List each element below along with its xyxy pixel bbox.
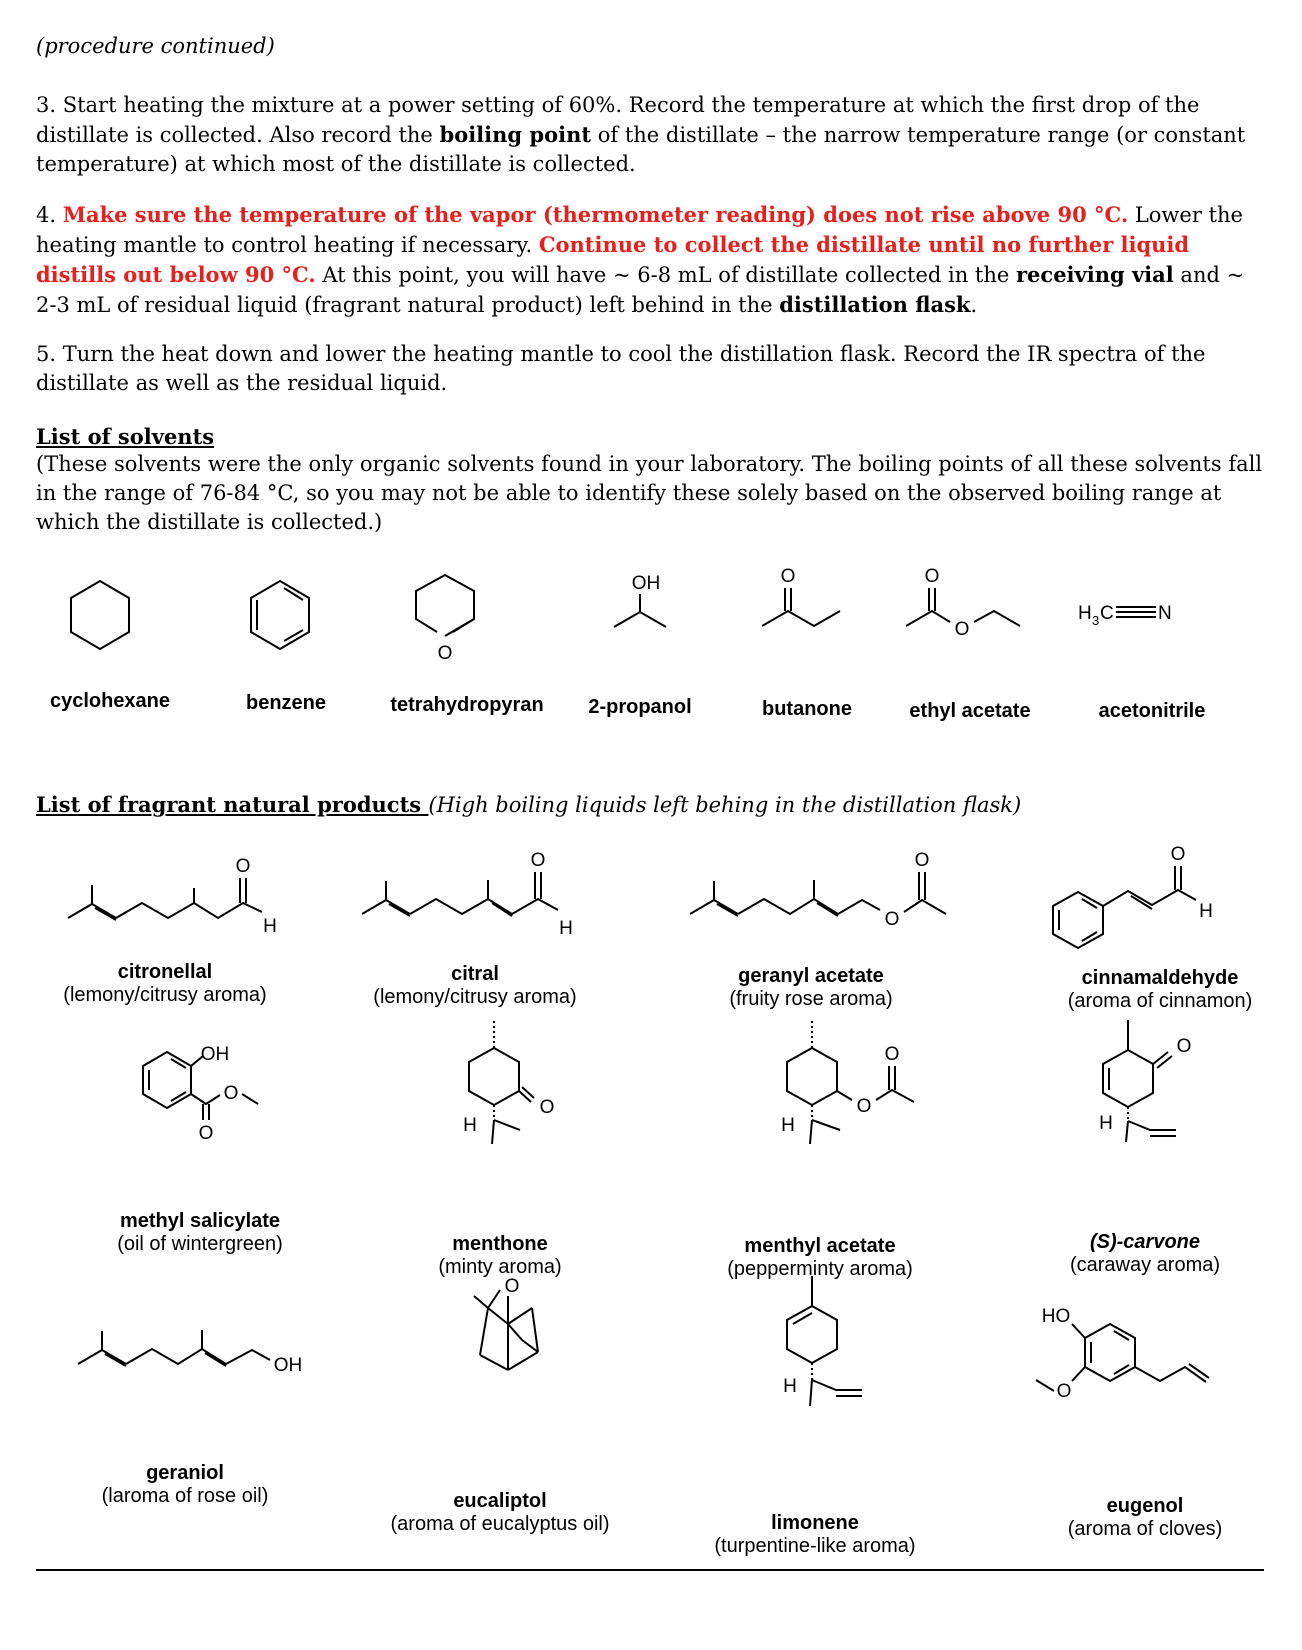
butanone-oxygen: O <box>780 566 796 587</box>
solvent-label-tetrahydropyran: tetrahydropyran <box>390 694 544 716</box>
solvents-note: (These solvents were the only organic solvents found in your laboratory. The boiling points of all these solvents fall in the range of 76-84 °C, so you may not be able to identify these solely based on the observed boiling range at which the distillate is collected.) <box>36 452 1263 534</box>
label-citral: citral (lemony/citrusy aroma) <box>373 963 577 1008</box>
tetrahydropyran-structure <box>416 575 474 664</box>
svg-text:O: O <box>856 1096 872 1117</box>
label-citronellal: citronellal (lemony/citrusy aroma) <box>63 961 267 1006</box>
step-4: 4. Make sure the temperature of the vapor (thermometer reading) does not rise above 90 °C. Lower the heating mantle to control heating if necessary. Continue to collect the distillate until no further liquid distills out below 90 °C. At this point, you will have ~ 6-8 mL of distillate collected in the receiving vial and ~ 2-3 mL of residual liquid (fragrant natural product) left behind in the distillation flask. <box>36 202 1245 317</box>
bottom-divider <box>36 1569 1264 1571</box>
fragrant-title: List of fragrant natural products (High boiling liquids left behing in the distillation flask) <box>36 792 1022 817</box>
label-menthone: menthone (minty aroma) <box>438 1233 562 1278</box>
acetonitrile-structure <box>1078 603 1172 628</box>
methyl-salicylate-structure <box>143 1044 258 1144</box>
svg-text:O: O <box>235 856 251 877</box>
butanone-structure <box>762 566 840 626</box>
label-s-carvone: (S)-carvone (caraway aroma) <box>1069 1231 1221 1276</box>
solvent-label-2-propanol: 2-propanol <box>588 696 692 718</box>
menthyl-acetate-structure <box>781 1018 914 1144</box>
svg-text:O: O <box>504 1276 520 1297</box>
label-eugenol: eugenol (aroma of cloves) <box>1067 1495 1223 1540</box>
ethyl-acetate-structure <box>906 566 1020 640</box>
cyclohexane-structure <box>71 581 129 649</box>
svg-text:OH: OH <box>273 1355 303 1376</box>
fragrant-structures <box>0 840 1302 1560</box>
solvent-label-acetonitrile: acetonitrile <box>1098 700 1206 722</box>
thp-oxygen: O <box>437 643 453 664</box>
label-geranyl-acetate: geranyl acetate (fruity rose aroma) <box>729 965 893 1010</box>
label-geraniol: geraniol (laroma of rose oil) <box>101 1462 269 1507</box>
solvent-label-cyclohexane: cyclohexane <box>49 690 171 712</box>
citral-structure <box>362 850 573 939</box>
svg-text:OH: OH <box>200 1044 230 1065</box>
acetonitrile-3: 3 <box>1092 613 1100 628</box>
eucaliptol-structure <box>474 1276 538 1370</box>
svg-text:H: H <box>463 1115 477 1136</box>
menthone-structure <box>463 1018 554 1144</box>
ethylacetate-carbonyl-o: O <box>924 566 940 587</box>
svg-text:O: O <box>884 1044 900 1065</box>
acetonitrile-h: H <box>1078 603 1092 624</box>
2-propanol-structure <box>614 573 666 627</box>
geranyl-acetate-structure <box>690 850 946 930</box>
svg-text:H: H <box>1099 1113 1113 1134</box>
solvent-label-benzene: benzene <box>245 692 327 714</box>
svg-text:H: H <box>1199 901 1213 922</box>
svg-text:O: O <box>1056 1381 1072 1402</box>
svg-text:O: O <box>914 850 930 871</box>
solvent-structures <box>0 560 1302 670</box>
citronellal-structure <box>68 856 277 937</box>
label-menthyl-acetate: menthyl acetate (pepperminty aroma) <box>727 1235 913 1280</box>
svg-text:O: O <box>1176 1036 1192 1057</box>
label-cinnamaldehyde: cinnamaldehyde (aroma of cinnamon) <box>1067 967 1253 1012</box>
geraniol-structure <box>78 1330 302 1376</box>
solvent-label-ethyl-acetate: ethyl acetate <box>909 700 1031 722</box>
propanol-oh: OH <box>631 573 661 594</box>
svg-text:O: O <box>1170 844 1186 865</box>
cinnamaldehyde-structure <box>1053 844 1213 948</box>
svg-text:H: H <box>783 1376 797 1397</box>
svg-text:O: O <box>539 1097 555 1118</box>
eugenol-structure <box>1036 1306 1209 1402</box>
step-3: 3. Start heating the mixture at a power setting of 60%. Record the temperature at which the first drop of the distillate is collected. Also record the boiling point of the distillate – the narrow temperature range (or constant temperature) at which most of the distillate is collected. <box>36 93 1246 176</box>
svg-text:H: H <box>781 1115 795 1136</box>
svg-text:HO: HO <box>1041 1306 1071 1327</box>
label-eucaliptol: eucaliptol (aroma of eucalyptus oil) <box>390 1490 610 1535</box>
label-limonene: limonene (turpentine-like aroma) <box>714 1512 916 1557</box>
acetonitrile-n: N <box>1158 603 1172 624</box>
benzene-structure <box>251 581 309 649</box>
svg-text:O: O <box>223 1083 239 1104</box>
ethylacetate-ester-o: O <box>954 619 970 640</box>
step-5: 5. Turn the heat down and lower the heating mantle to cool the distillation flask. Record the IR spectra of the distillate as well as the residual liquid. <box>36 342 1206 395</box>
solvents-title: List of solvents <box>36 424 215 449</box>
limonene-structure <box>783 1276 862 1406</box>
svg-text:O: O <box>884 909 900 930</box>
svg-text:O: O <box>530 850 546 871</box>
label-methyl-salicylate: methyl salicylate (oil of wintergreen) <box>117 1210 283 1255</box>
svg-text:H: H <box>559 918 573 939</box>
s-carvone-structure <box>1099 1020 1191 1142</box>
svg-text:H: H <box>263 916 277 937</box>
acetonitrile-c: C <box>1100 603 1114 624</box>
svg-text:O: O <box>198 1123 214 1144</box>
page-heading: (procedure continued) <box>36 34 275 58</box>
solvent-label-butanone: butanone <box>762 698 852 720</box>
